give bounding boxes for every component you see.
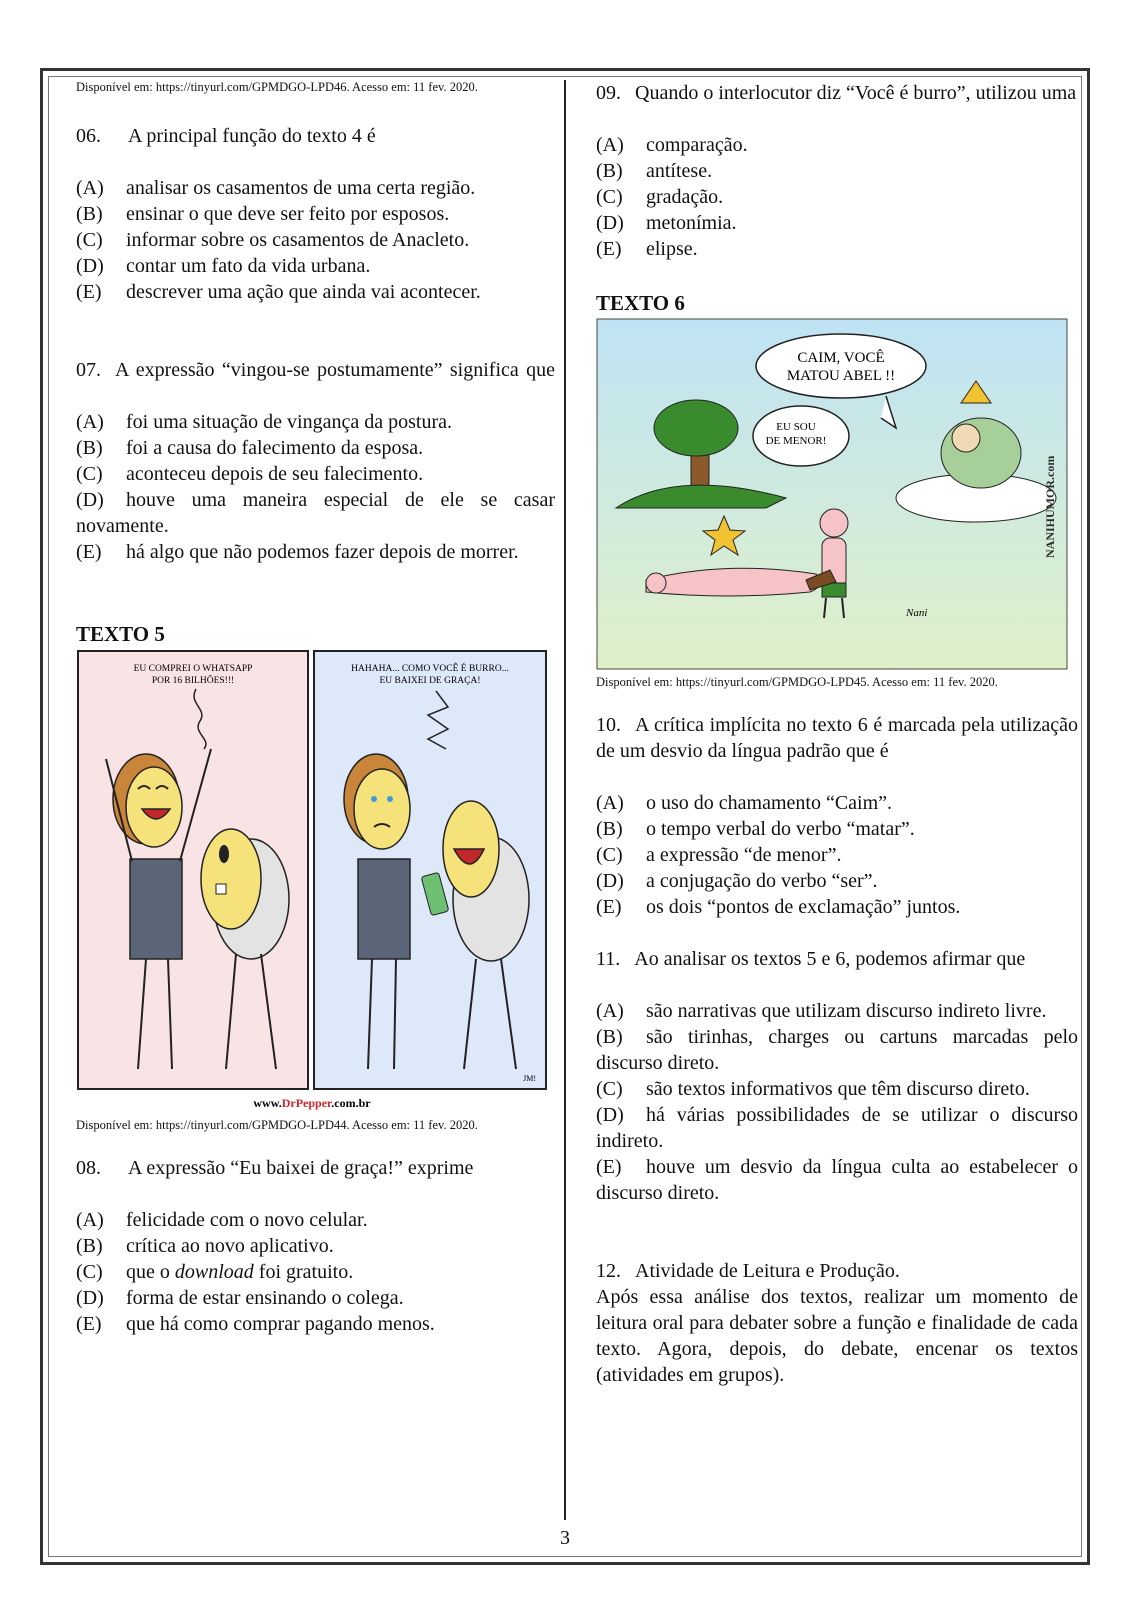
- texto-5-heading: TEXTO 5: [76, 622, 165, 646]
- question-stem: A crítica implícita no texto 6 é marcada pela utilização de um desvio da língua padrão que é: [596, 714, 1078, 762]
- option-e: (E) elipse.: [596, 238, 698, 260]
- panel-2-speech-line-2: EU BAIXEI DE GRAÇA!: [379, 676, 481, 686]
- page-number: 3: [560, 1527, 570, 1549]
- right-column: [596, 80, 1078, 1388]
- option-c: (C) que o download foi gratuito.: [76, 1261, 354, 1283]
- question-number: 10.: [596, 714, 621, 736]
- question-number: 09.: [596, 82, 621, 104]
- god-speech-line-2: MATOU ABEL !!: [786, 368, 896, 384]
- question-12: [596, 1258, 1078, 1388]
- option-b: (B) antítese.: [596, 160, 713, 182]
- panel-2-speech-line-1: HAHAHA... COMO VOCÊ É BURRO...: [351, 664, 509, 674]
- options-list: [596, 998, 1078, 1206]
- question-stem: Ao analisar os textos 5 e 6, podemos afirmar que: [634, 948, 1026, 970]
- question-stem: A expressão “vingou-se postumamente” significa que: [115, 359, 555, 381]
- question-06: [76, 123, 555, 305]
- option-a: (A) analisar os casamentos de uma certa região.: [76, 177, 476, 199]
- panel-1-speech-line-1: EU COMPREI O WHATSAPP: [133, 664, 253, 674]
- options-list: [596, 790, 1078, 920]
- source-citation: Disponível em: https://tinyurl.com/GPMDGO-LPD44. Acesso em: 11 fev. 2020.: [76, 1118, 478, 1132]
- option-e: (E) descrever uma ação que ainda vai acontecer.: [76, 281, 481, 303]
- option-a: (A) foi uma situação de vingança da postura.: [76, 411, 452, 433]
- question-number: 08.: [76, 1157, 101, 1179]
- option-a: (A) o uso do chamamento “Caim”.: [596, 792, 893, 814]
- source-citation: Disponível em: https://tinyurl.com/GPMDGO-LPD46. Acesso em: 11 fev. 2020.: [76, 80, 478, 94]
- texto-6-heading: TEXTO 6: [596, 291, 685, 315]
- question-09: [596, 80, 1078, 262]
- option-b: (B) foi a causa do falecimento da esposa.: [76, 437, 424, 459]
- question-number: 12.: [596, 1260, 621, 1282]
- comic-texto-6: [596, 318, 1078, 675]
- comic-signature: JM!: [523, 1074, 536, 1083]
- left-column: [76, 80, 555, 1337]
- option-d: (D) a conjugação do verbo “ser”.: [596, 870, 878, 892]
- option-d: (D) forma de estar ensinando o colega.: [76, 1287, 404, 1309]
- options-list: [76, 175, 555, 305]
- option-a: (A) são narrativas que utilizam discurso indireto livre.: [596, 1000, 1047, 1022]
- question-07: [76, 357, 555, 565]
- question-number: 07.: [76, 359, 101, 381]
- question-08: [76, 1155, 555, 1337]
- comic-brand: www.DrPepper.com.br: [253, 1096, 371, 1110]
- option-c: (C) gradação.: [596, 186, 724, 208]
- options-list: [76, 409, 555, 565]
- god-speech-line-1: CAIM, VOCÊ: [797, 350, 885, 366]
- option-b: (B) crítica ao novo aplicativo.: [76, 1235, 334, 1257]
- question-stem: A expressão “Eu baixei de graça!” exprime: [128, 1157, 474, 1179]
- options-list: [596, 132, 1078, 262]
- option-d: (D) contar um fato da vida urbana.: [76, 255, 371, 277]
- comic-texto-6-image: [596, 318, 1068, 670]
- activity-body: Após essa análise dos textos, realizar um momento de leitura oral para debater sobre a função e finalidade de cada texto. Agora, depois, do debate, encenar os textos (atividades em grupos).: [596, 1286, 1078, 1386]
- option-d: (D) há várias possibilidades de se utilizar o discurso indireto.: [596, 1104, 1078, 1152]
- cain-speech-line-2: DE MENOR!: [765, 435, 827, 447]
- comic-texto-5: [76, 649, 555, 1124]
- option-d: (D) metonímia.: [596, 212, 737, 234]
- column-divider: [564, 80, 566, 1520]
- side-brand: NANIHUMOR.com: [1043, 455, 1057, 558]
- source-citation: Disponível em: https://tinyurl.com/GPMDGO-LPD45. Acesso em: 11 fev. 2020.: [596, 675, 998, 689]
- comic-signature: Nani: [906, 607, 928, 619]
- option-b: (B) o tempo verbal do verbo “matar”.: [596, 818, 915, 840]
- option-e: (E) que há como comprar pagando menos.: [76, 1313, 435, 1335]
- option-e: (E) há algo que não podemos fazer depois de morrer.: [76, 541, 519, 563]
- question-stem: Quando o interlocutor diz “Você é burro”, utilizou uma: [635, 82, 1077, 104]
- question-10: [596, 712, 1078, 920]
- option-c: (C) a expressão “de menor”.: [596, 844, 842, 866]
- option-e: (E) houve um desvio da língua culta ao estabelecer o discurso direto.: [596, 1156, 1078, 1204]
- comic-texto-5-image: [76, 649, 555, 1119]
- option-b: (B) ensinar o que deve ser feito por esposos.: [76, 203, 450, 225]
- cain-speech-line-1: EU SOU: [776, 421, 816, 433]
- activity-title: Atividade de Leitura e Produção.: [635, 1260, 900, 1282]
- question-number: 06.: [76, 125, 101, 147]
- panel-1-speech-line-2: POR 16 BILHÕES!!!: [151, 676, 235, 686]
- option-b: (B) são tirinhas, charges ou cartuns marcadas pelo discurso direto.: [596, 1026, 1078, 1074]
- option-a: (A) felicidade com o novo celular.: [76, 1209, 368, 1231]
- option-a: (A) comparação.: [596, 134, 748, 156]
- option-c: (C) informar sobre os casamentos de Anacleto.: [76, 229, 470, 251]
- option-c: (C) aconteceu depois de seu falecimento.: [76, 463, 424, 485]
- option-c: (C) são textos informativos que têm discurso direto.: [596, 1078, 1030, 1100]
- option-d: (D) houve uma maneira especial de ele se casar novamente.: [76, 489, 555, 537]
- question-number: 11.: [596, 948, 621, 970]
- option-e: (E) os dois “pontos de exclamação” juntos.: [596, 896, 961, 918]
- question-stem: A principal função do texto 4 é: [128, 125, 376, 147]
- options-list: [76, 1207, 555, 1337]
- question-11: [596, 946, 1078, 1206]
